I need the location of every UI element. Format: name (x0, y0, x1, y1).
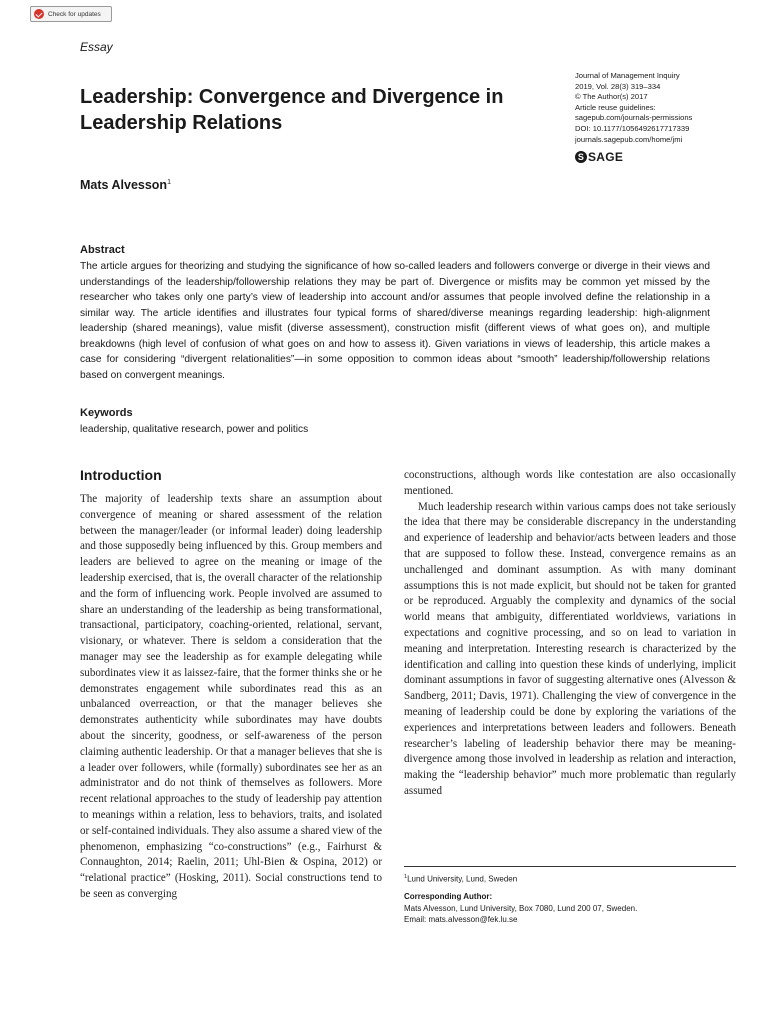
body-left-column (80, 492, 382, 903)
introduction-heading: Introduction (80, 467, 162, 483)
affiliation-footnote-mark: 1 (404, 874, 408, 880)
journal-home-link[interactable]: journals.sagepub.com/home/jmi (575, 134, 683, 144)
section-label: Essay (80, 40, 113, 54)
sage-s-icon: S (575, 151, 587, 163)
journal-name: Journal of Management Inquiry (575, 71, 680, 80)
doi-link[interactable]: DOI: 10.1177/1056492617717339 (575, 123, 690, 133)
check-updates-label: Check for updates (48, 10, 101, 18)
corresponding-author-heading: Corresponding Author: (404, 892, 493, 902)
journal-info (575, 71, 755, 145)
sage-logo (575, 150, 623, 164)
check-for-updates-button[interactable] (30, 6, 112, 22)
author-text: Mats Alvesson (80, 178, 168, 192)
keywords-text: leadership, qualitative research, power and politics (80, 424, 309, 435)
article-title: Leadership: Convergence and Divergence in Leadership Relations (80, 86, 504, 134)
abstract-heading: Abstract (80, 244, 125, 256)
corresponding-author-email[interactable]: Email: mats.alvesson@fek.lu.se (404, 915, 518, 925)
corresponding-author-address: Mats Alvesson, Lund University, Box 7080, Lund 200 07, Sweden. (404, 903, 638, 913)
body-right-column (404, 468, 736, 800)
footnotes (404, 872, 744, 926)
journal-volume: 2019, Vol. 28(3) 319–334 (575, 81, 661, 91)
affiliation-footnote (404, 872, 744, 885)
intro-paragraph-1: The majority of leadership texts share an assumption about convergence of meaning or shared assessment of the relation between the manager/leader (or informal leader) doing leadership and those supposedly being influenced by this. Group members and leaders are believed to agree on the meaning or image of the leadership exercised, that is, the overall character of the relationship and the form of influencing work. People involved are assumed to share an understanding of the leadership as being transformational, transactional, participatory, coaching-oriented, relational, servant, visionary, or whatever. There is seldom a consideration that the manager may see the leadership as for example delegating while subordinates view it as laissez-faire, that the former thinks she or he demonstrates engagement while subordinates read this as an unbalanced overreaction, or that the manager believes she demonstrates authenticity while subordinates may have doubts about the sincerity, goodness, or self-awareness of the person claiming authentic leadership. Or that a manager believes that she is a leader over followers, while (formally) subordinates see her as an administrator and do not think of themselves as followers. More recent relational approaches to the study of leadership pay attention to meanings within a relation, less to behaviors, traits, and isolated or self-contained individuals. They also assume a shared view of the phenomenon, emphasizing “co-constructions” (e.g., Fairhurst & Connaughton, 2014; Raelin, 2011; Uhl-Bien & Ospina, 2012) or “relational practice” (Hosking, 2011). Social constructions tend to be seen as converging (80, 493, 382, 900)
intro-paragraph-2: Much leadership research within various camps does not take seriously the idea that there may be considerable discrepancy in the understanding and experience of leadership and behavior/acts between leaders and those that are supposed to follow these. Instead, convergence remains as an unchallenged and dominant assumption. As with many dominant assumptions this is not made explicit, but should not be taken for granted or be reproduced. Arguably the complexity and dynamics of the social world means that ambiguity, differentiated worldviews, variations in expectations and cognitive processing, and so on lead to variation in meaning and interpretation. Interesting research is characterized by the identification and calling into question these kinds of underlying, implicit dominant assumptions in favor of suggesting alternative ones (Alvesson & Sandberg, 2011; Davis, 1971). Challenging the view of convergence in the meaning of leadership could be done by exploring the variations of the experiences and interpretations between leaders and followers. Beneath researcher’s labeling of leadership behavior there may be meaning-divergence among those involved in leadership as relation and interaction, making the “leadership behavior” much more problematic than regularly assumed (404, 500, 736, 797)
reuse-guidelines-label: Article reuse guidelines: (575, 102, 656, 112)
sage-logo-text: SAGE (588, 150, 624, 164)
permissions-link[interactable]: sagepub.com/journals-permissions (575, 113, 693, 123)
affiliation-text: Lund University, Lund, Sweden (407, 874, 518, 884)
intro-paragraph-1-cont: coconstructions, although words like contestation are also occasionally mentioned. (404, 469, 736, 497)
check-updates-icon (34, 9, 44, 19)
footnote-divider (404, 866, 736, 867)
keywords-heading: Keywords (80, 407, 133, 419)
copyright: © The Author(s) 2017 (575, 92, 648, 102)
author-affiliation-mark: 1 (167, 178, 171, 186)
abstract-text: The article argues for theorizing and studying the significance of how so-called leaders and followers converge or diverge in their views and understandings of the leadership/followership relations they may be part of. Divergence or misfits may be common yet missed by the researcher who takes only one party’s view of leadership into account and/or assumes that people involved define the relationship in a similar way. The article identifies and illustrates four typical forms of shared/diverse meanings regarding leadership: high-alignment leadership (shared meanings), value misfit (diverse assessment), construction misfit (different views of what goes on), and multiple breakdowns (high level of confusion of what goes on and how to assess it). Given variations in views of leadership, this article makes a case for considering “divergent relationalities”—in some opposition to common ideas about “smooth” leadership/followership relations based on convergent meanings. (80, 261, 710, 381)
author-name (80, 178, 171, 192)
